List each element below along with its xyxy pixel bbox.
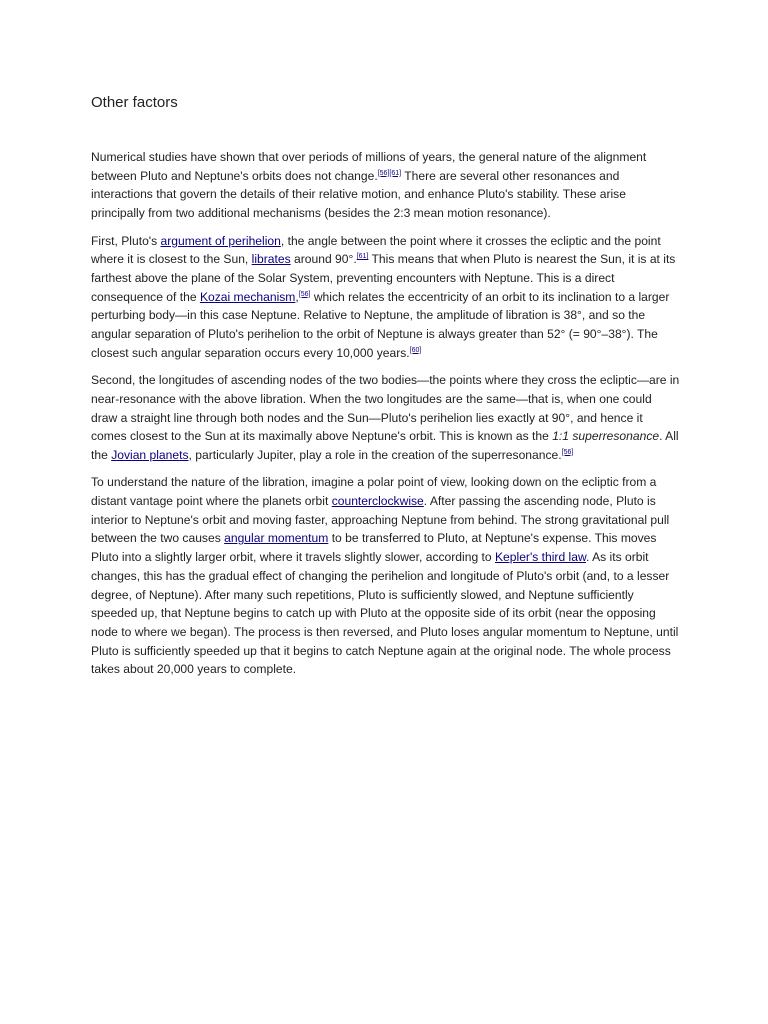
paragraph-3 [91, 371, 681, 465]
citation-56[interactable] [299, 291, 311, 298]
link-counterclockwise[interactable]: counterclockwise [331, 494, 424, 509]
link-jovian-planets[interactable]: Jovian planets [111, 447, 189, 462]
article-body [91, 148, 681, 688]
p2-text-5: , [295, 289, 299, 304]
citation-61[interactable] [357, 253, 369, 260]
link-keplers-third-law[interactable]: Kepler's third law [494, 550, 587, 565]
citation-61-link[interactable]: [61] [389, 169, 402, 177]
p2-text-2: , the angle between the point where it crosses the ecliptic and the point where it is closest to the Sun, [91, 233, 661, 267]
link-kozai-mechanism[interactable]: Kozai mechanism [199, 289, 296, 304]
p2-text-1: First, Pluto's [91, 233, 161, 248]
citation-61-link[interactable]: [61] [356, 253, 369, 261]
p4-text-1: To understand the nature of the libration, imagine a polar point of view, looking down on the ecliptic from a distant vantage point where the planets orbit [91, 475, 657, 509]
p2-text-4: This means that when Pluto is nearest the Sun, it is at its farthest above the plane of the Solar System, preventing encounters with Neptune. This is a direct consequence of the [91, 252, 676, 304]
citation-56-link[interactable]: [56] [298, 290, 311, 298]
citation-60-link[interactable]: [60] [409, 346, 422, 354]
p2-text-6: which relates the eccentricity of an orbit to its inclination to a larger perturbing body—in this case Neptune. Relative to Neptune, the amplitude of libration is 38°, and so the angular separation of Pluto's perihelion to the orbit of Neptune is always greater than 52° (= 90°–38°). The closest such angular separation occurs every 10,000 years. [91, 289, 670, 360]
citation-56-link[interactable]: [56] [377, 169, 390, 177]
p3-text-3: , particularly Jupiter, play a role in the creation of the superresonance. [188, 447, 562, 462]
paragraph-2 [91, 232, 681, 363]
p1-text-1: Numerical studies have shown that over periods of millions of years, the general nature of the alignment between Pluto and Neptune's orbits does not change. [91, 150, 647, 183]
p3-text-1: Second, the longitudes of ascending nodes of the two bodies—the points where they cross the ecliptic—are in near-resonance with the above libration. When the two longitudes are the same—that is, when one could draw a straight line through both nodes and the Sun—Pluto's perihelion lies exactly at 90°, and hence it comes closest to the Sun at its maximally above Neptune's orbit. This is known as the [91, 373, 680, 444]
link-angular-momentum[interactable]: angular momentum [224, 531, 329, 546]
paragraph-4 [91, 473, 681, 679]
p4-text-4: . As its orbit changes, this has the gradual effect of changing the perihelion and longitude of Pluto's orbit (and, to a lesser degree, of Neptune). After many such repetitions, Pluto is sufficiently slowed, and Neptune sufficiently speeded up, that Neptune begins to catch up with Pluto at the opposite side of its orbit (near the opposing node to where we began). The process is then reversed, and Pluto loses angular momentum to Neptune, until Pluto is sufficiently speeded up that it begins to catch Neptune again at the original node. The whole process takes about 20,000 years to complete. [91, 550, 679, 677]
link-librates[interactable]: librates [251, 252, 291, 267]
p4-text-2: . After passing the ascending node, Pluto is interior to Neptune's orbit and moving faster, approaching Neptune from behind. The strong gravitational pull between the two causes [91, 494, 670, 546]
p1-text-2: There are several other resonances and interactions that govern the details of their relative motion, and enhance Pluto's stability. These arise principally from two additional mechanisms (besides the 2:3 mean motion resonance). [91, 168, 626, 221]
p4-text-3: to be transferred to Pluto, at Neptune's expense. This moves Pluto into a slightly larger orbit, where it travels slightly slower, according to [91, 531, 657, 565]
p2-text-3: around 90°. [290, 252, 357, 267]
citation-56[interactable] [562, 449, 574, 456]
citation-60[interactable] [410, 347, 422, 354]
citation-61[interactable] [389, 170, 401, 177]
section-heading: Other factors [91, 94, 178, 111]
citation-56[interactable] [378, 170, 390, 177]
p3-text-2: . All the [91, 429, 679, 462]
link-argument-of-perihelion[interactable]: argument of perihelion [160, 233, 281, 248]
p3-emphasis-superresonance: 1:1 superresonance [552, 429, 660, 444]
paragraph-1 [91, 148, 681, 223]
citation-56-link[interactable]: [56] [561, 448, 574, 456]
